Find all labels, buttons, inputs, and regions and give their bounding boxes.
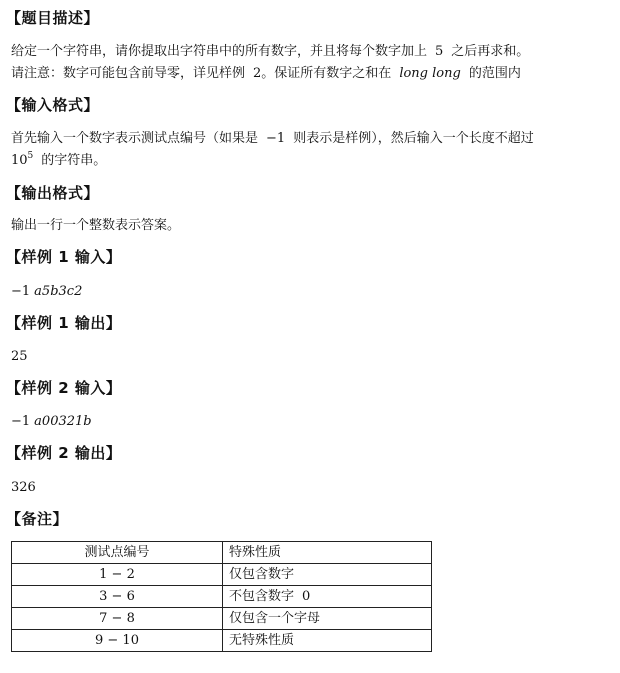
input-format-heading: 【输入格式】 [6, 96, 100, 114]
description-line-1 [11, 42, 529, 62]
notes-heading: 【备注】 [6, 510, 69, 528]
description-line-1-text-a: 给定一个字符串，请你提取出字符串中的所有数字，并且将每个数字加上 [11, 44, 428, 59]
notes-row-property-text: 不包含数字 [229, 589, 295, 604]
table-row [12, 608, 432, 630]
sample-2-output-content: 326 [11, 480, 36, 495]
notes-row-range: 1 − 2 [12, 564, 223, 586]
description-line-2-text-c: 的范围内 [468, 66, 521, 81]
description-line-1-number: 5 [435, 44, 444, 59]
notes-row-property-text: 无特殊性质 [229, 633, 295, 648]
input-format-line-2-text: 的字符串。 [41, 153, 107, 168]
input-format-line-1-text-b: 则表示是样例），然后输入一个长度不超过 [293, 131, 534, 146]
input-format-line-2-base: 10 [11, 153, 28, 168]
notes-row-property-text: 仅包含数字 [229, 567, 295, 582]
notes-header-property: 特殊性质 [223, 542, 432, 564]
sample-1-output-content: 25 [11, 349, 28, 364]
notes-row-property-extra: 0 [302, 589, 311, 604]
notes-table-header-row [12, 542, 432, 564]
notes-row-range: 7 − 8 [12, 608, 223, 630]
input-format-line-1 [11, 129, 534, 149]
table-row [12, 564, 432, 586]
notes-row-property [223, 630, 432, 652]
output-format-line-1: 输出一行一个整数表示答案。 [11, 218, 181, 233]
description-line-2-text-b: 。保证所有数字之和在 [261, 66, 392, 81]
input-format-line-2 [11, 151, 106, 171]
notes-row-property [223, 564, 432, 586]
notes-row-property [223, 586, 432, 608]
sample-2-input-heading: 【样例 2 输入】 [6, 379, 122, 397]
notes-row-property-text: 仅包含一个字母 [229, 611, 321, 626]
sample-2-input-string: a00321b [34, 414, 92, 429]
description-line-2-type: long long [399, 66, 461, 81]
table-row [12, 630, 432, 652]
notes-row-property [223, 608, 432, 630]
sample-2-input-number: −1 [11, 414, 31, 429]
input-format-line-2-exponent: 5 [27, 151, 34, 161]
input-format-line-1-number: −1 [266, 131, 286, 146]
description-line-2-text-a: 请注意：数字可能包含前导零，详见样例 [11, 66, 246, 81]
table-row [12, 586, 432, 608]
notes-row-range: 9 − 10 [12, 630, 223, 652]
sample-1-input-number: −1 [11, 284, 31, 299]
notes-row-range: 3 − 6 [12, 586, 223, 608]
input-format-line-1-text-a: 首先输入一个数字表示测试点编号（如果是 [11, 131, 259, 146]
sample-1-output-heading: 【样例 1 输出】 [6, 314, 122, 332]
sample-2-input-content [11, 412, 92, 432]
sample-2-output-heading: 【样例 2 输出】 [6, 444, 122, 462]
description-line-2-number: 2 [253, 66, 262, 81]
output-format-heading: 【输出格式】 [6, 184, 100, 202]
description-heading: 【题目描述】 [6, 9, 100, 27]
sample-1-input-heading: 【样例 1 输入】 [6, 248, 122, 266]
sample-1-input-string: a5b3c2 [34, 284, 83, 299]
notes-table [11, 541, 432, 652]
description-line-2 [11, 64, 521, 84]
description-line-1-text-b: 之后再求和。 [451, 44, 530, 59]
sample-1-input-content [11, 282, 82, 302]
notes-header-testcase: 测试点编号 [12, 542, 223, 564]
